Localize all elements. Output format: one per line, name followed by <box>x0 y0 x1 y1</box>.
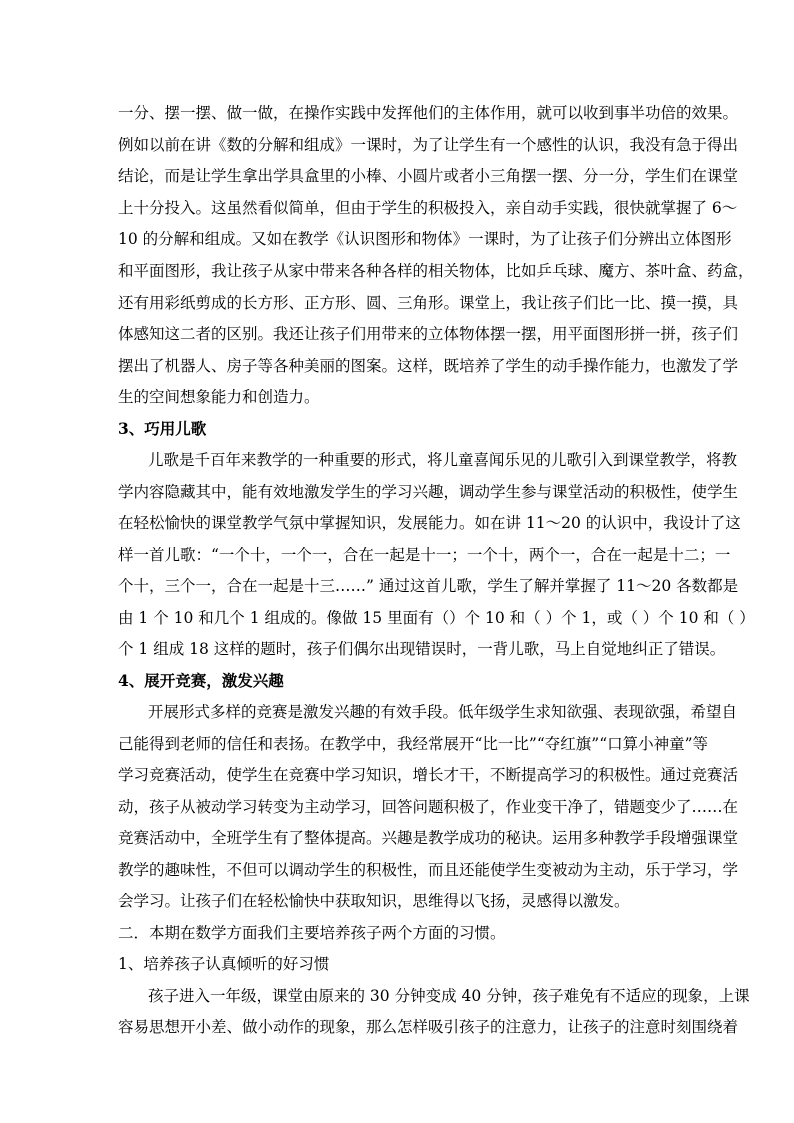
body-line: 孩子进入一年级，课堂由原来的 30 分钟变成 40 分钟，孩子难免有不适应的现象，上课 <box>148 987 750 1005</box>
body-line: 开展形式多样的竞赛是激发兴趣的有效手段。低年级学生求知欲强、表现欲强，希望自 <box>148 703 738 721</box>
body-line: 一分、摆一摆、做一做，在操作实践中发挥他们的主体作用，就可以收到事半功倍的效果。 <box>118 104 739 122</box>
body-line: 由 1 个 10 和几个 1 组成的。像做 15 里面有（）个 10 和（ ）个 1，或（ ）个 10 和（ ） <box>118 609 755 627</box>
body-line: 10 的分解和组成。又如在教学《认识图形和物体》一课时，为了让孩子们分辨出立体图形 <box>118 230 732 248</box>
body-line: 学习竞赛活动，使学生在竞赛中学习知识，增长才干，不断提高学习的积极性。通过竞赛活 <box>118 766 739 784</box>
body-line: 摆出了机器人、房子等各种美丽的图案。这样，既培养了学生的动手操作能力，也激发了学 <box>118 357 739 375</box>
body-line: 教学的趣味性，不但可以调动学生的积极性，而且还能使学生变被动为主动，乐于学习，学 <box>118 861 739 879</box>
body-line: 样一首儿歌：“一个十，一个一，合在一起是十一；一个十，两个一，合在一起是十二；一 <box>118 546 731 564</box>
body-line: 个 1 组成 18 这样的题时，孩子们偶尔出现错误时，一背儿歌，马上自觉地纠正了错误。 <box>118 640 726 658</box>
body-line: 竞赛活动中，全班学生有了整体提高。兴趣是教学成功的秘诀。运用多种教学手段增强课堂 <box>118 829 739 847</box>
body-line: 还有用彩纸剪成的长方形、正方形、圆、三角形。课堂上，我让孩子们比一比、摸一摸，具 <box>118 294 739 312</box>
section-heading: 4、展开竞赛，激发兴趣 <box>118 671 284 690</box>
body-line: 生的空间想象能力和创造力。 <box>118 388 320 406</box>
section-heading: 二．本期在数学方面我们主要培养孩子两个方面的习惯。 <box>118 924 506 942</box>
body-line: 己能得到老师的信任和表扬。在教学中，我经常展开“比一比”“夺红旗”“口算小神童”等 <box>118 735 709 753</box>
body-line: 体感知这二者的区别。我还让孩子们用带来的立体物体摆一摆，用平面图形拼一拼，孩子们 <box>118 325 739 343</box>
body-line: 结论，而是让学生拿出学具盒里的小棒、小圆片或者小三角摆一摆、分一分，学生们在课堂 <box>118 167 739 185</box>
subsection-heading: 1、培养孩子认真倾听的好习惯 <box>118 955 330 973</box>
body-line: 例如以前在讲《数的分解和组成》一课时，为了让学生有一个感性的认识，我没有急于得出 <box>118 136 739 154</box>
body-line: 上十分投入。这虽然看似简单，但由于学生的积极投入，亲自动手实践，很快就掌握了 6～ <box>118 199 738 217</box>
body-line: 个十，三个一，合在一起是十三……” 通过这首儿歌，学生了解并掌握了 11～20 各数都是 <box>118 577 739 595</box>
body-line: 会学习。让孩子们在轻松愉快中获取知识，思维得以飞扬，灵感得以激发。 <box>118 892 630 910</box>
body-line: 儿歌是千百年来教学的一种重要的形式，将儿童喜闻乐见的儿歌引入到课堂教学，将教 <box>148 451 738 469</box>
body-line: 容易思想开小差、做小动作的现象，那么怎样吸引孩子的注意力，让孩子的注意时刻围绕着 <box>118 1018 739 1036</box>
body-line: 学内容隐藏其中，能有效地激发学生的学习兴趣，调动学生参与课堂活动的积极性，使学生 <box>118 483 739 501</box>
body-line: 和平面图形，我让孩子从家中带来各种各样的相关物体，比如乒乓球、魔方、茶叶盒、药盒， <box>118 262 754 280</box>
body-line: 动，孩子从被动学习转变为主动学习，回答问题积极了，作业变干净了，错题变少了……在 <box>118 798 739 816</box>
body-line: 在轻松愉快的课堂教学气氛中掌握知识，发展能力。如在讲 11～20 的认识中，我设计了这 <box>118 514 741 532</box>
section-heading: 3、巧用儿歌 <box>118 419 207 438</box>
